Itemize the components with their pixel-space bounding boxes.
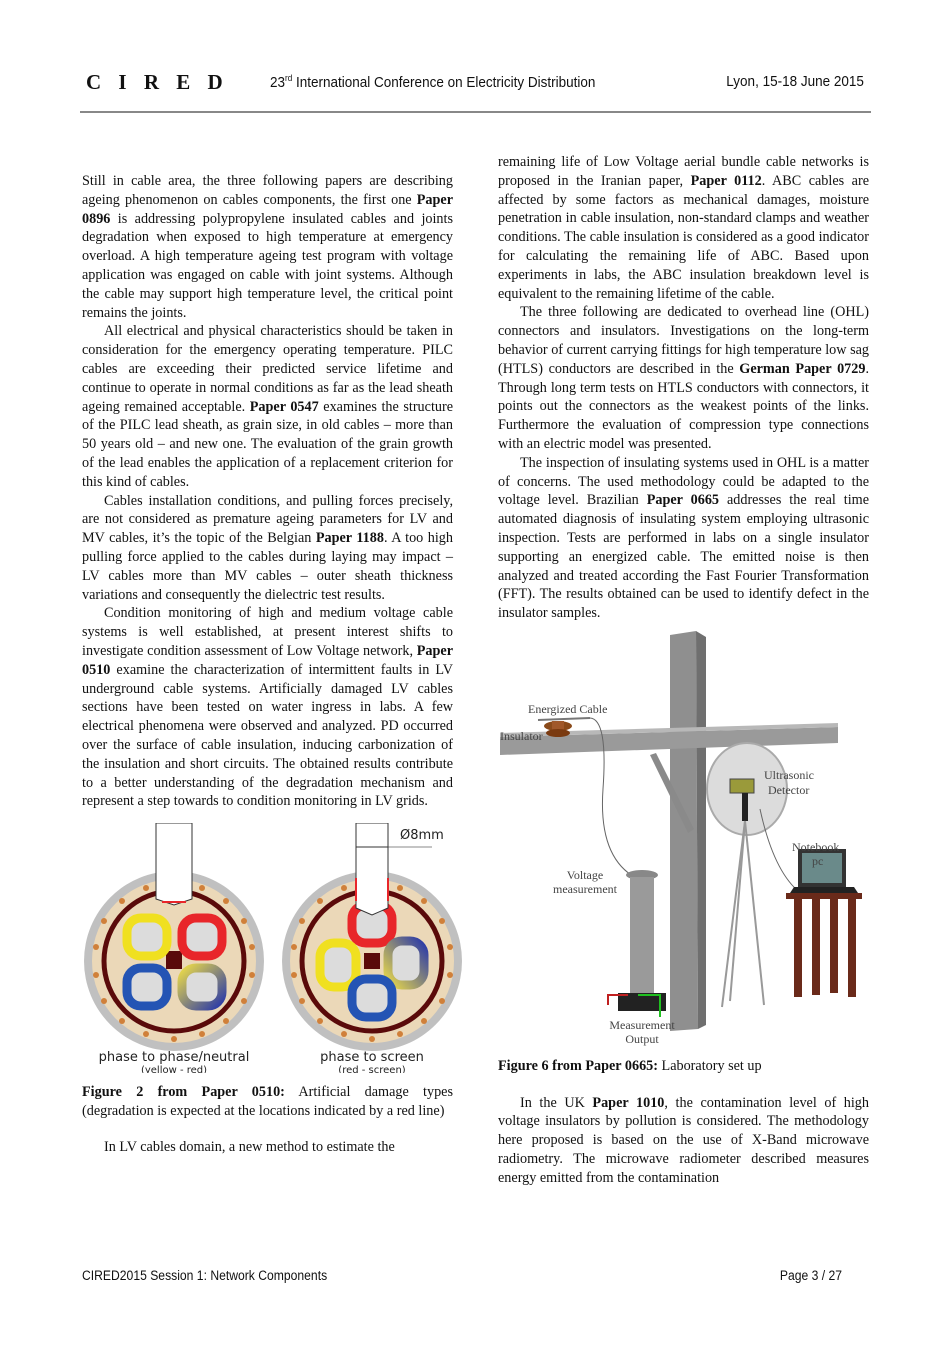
paragraph-paper-0665: The inspection of insulating systems used in OHL is a matter of concerns. The used methodology could be adapted to the voltage level. Brazilian Paper 0665 addresses the real time automated diagnosis of insulating system employing ultrasonic inspection. Tests are performed in labs on a single insulator supporting an energized cable. The emitted noise is then analyzed and treated according the Fast Fourier Transformation (FFT). The results obtained can be used to identify defect in the insulator samples. (498, 454, 869, 622)
paper-ref: German Paper 0729 (739, 360, 866, 377)
left-column (82, 172, 453, 1157)
label-voltage-line1: Voltage (566, 867, 604, 882)
left-diagram-title: phase to phase/neutral (98, 1050, 250, 1066)
phase-blue (127, 968, 167, 1006)
label-measurement-line2: Output (625, 1031, 659, 1046)
footer-session: CIRED2015 Session 1: Network Components (82, 1268, 328, 1283)
left-diagram-subtitle: (yellow - red) (140, 1065, 208, 1074)
paper-ref: Paper 0547 (249, 398, 319, 415)
paragraph-lv-cables: In LV cables domain, a new method to estimate the (104, 1139, 395, 1156)
paragraph-paper-0112: remaining life of Low Voltage aerial bundle cable networks is proposed in the Iranian paper, Paper 0112. ABC cables are affected by some factors as mechanical damages, moisture penetration in cable insulation, non-standard clamps and weather conditions. The cable insulation is considered as a good indicator for calculating the remaining life of ABC. Based upon experiments in labs, the ABC insulation breakdown level is equivalent to the remaining lifetime of the cable. (498, 154, 869, 302)
figure-6-lab-setup (498, 629, 869, 1055)
paragraph-paper-0510: Condition monitoring of high and medium voltage cable systems is well established, at present interest shifts to investigate condition assessment of Low Voltage network, Paper 0510 examine the characterization of intermittent faults in LV underground cable systems. Artificially damaged LV cables sections have been tested on water ingress in labs. A few electrical phenomena were observed and analyzed. PD occurred over the surface of cable insulation, inducing carbonization of the insulation and short circuits. The obtained results contribute to a better understanding of the degradation mechanism and represent a step towards to condition monitoring in LV grids. (82, 605, 453, 810)
paper-ref: Paper 0896 (82, 191, 453, 227)
conference-title: 23rd International Conference on Electricity Distribution (270, 73, 596, 91)
paper-ref: Paper 0665 (646, 492, 720, 509)
paper-ref: Paper 0112 (690, 172, 762, 189)
right-diagram-subtitle: (red - screen) (338, 1065, 406, 1074)
phase-neutral (182, 968, 222, 1006)
cired-logo: C I R E D (86, 70, 229, 94)
paragraph-paper-1188: Cables installation conditions, and pulling forces precisely, are not considered as premature ageing parameters for LV and MV cables, it’s the topic of the Belgian Paper 1188. A too high pulling force applied to the cables during laying may impact – LV cables more than MV cables – outer sheath thickness variations and consequently the dielectric test results. (82, 492, 453, 603)
cable-right-phase-to-screen (282, 823, 462, 1051)
paragraph-paper-0729: The three following are dedicated to overhead line (OHL) connectors and insulators. Investigations on the long-term behavior of current carrying fittings for high temperature low sag (HTLS) conductors are described in the German Paper 0729. Through long term tests on HTLS conductors with connectors, it points out the connectors as the weakest points of the links. Furthermore the evaluation of compression type connections with an electric model was presented. (498, 304, 869, 452)
paragraph-paper-0547: All electrical and physical characteristics should be taken in consideration for the emergency operating temperature. PILC cables are exceeding their predicted service lifetime and continue to operate in normal conditions as far as the lead sheath ageing remained acceptable. Paper 0547 examines the structure of the PILC lead sheath, as grain size, in old cables – more than 50 years old – and new one. The evaluation of the grain growth of the lead enables the application of a replacement criterion for this kind of cables. (82, 323, 453, 490)
label-measurement-line1: Measurement (609, 1017, 675, 1032)
label-energized-cable: Energized Cable (528, 701, 608, 716)
phase-red (182, 918, 222, 956)
label-ultrasonic-line2: Detector (768, 782, 810, 797)
figure-6-caption: Figure 6 from Paper 0665: Laboratory set up (498, 1057, 762, 1074)
right-diagram-title: phase to screen (320, 1050, 424, 1066)
paragraph-paper-0896: Still in cable area, the three following papers are describing ageing phenomenon on cables components, the first one Paper 0896 is addressing polypropylene insulated cables and joints degradation when exposed to high temperature at emergency overload. A high temperature ageing test program with voltage application was engaged on cable with joint systems. Although the cable may support high temperature level, the critical point remains the joints. (82, 173, 453, 321)
location-date: Lyon, 15-18 June 2015 (726, 73, 864, 90)
cable-left-phase-to-phase (84, 823, 264, 1051)
label-ultrasonic-line1: Ultrasonic (764, 767, 814, 782)
paper-ref: Paper 1188 (315, 530, 384, 547)
label-notebook-line2: pc (812, 853, 824, 868)
drill-hole (156, 823, 192, 905)
right-column (498, 153, 869, 1188)
label-voltage-line2: measurement (553, 881, 617, 896)
label-insulator: Insulator (500, 728, 543, 743)
insulator (544, 721, 572, 737)
paper-ref: Paper 0510 (82, 642, 453, 678)
notebook-pc (786, 849, 862, 997)
figure-2-caption: Figure 2 from Paper 0510: Artificial damage types (degradation is expected at the locations indicated by a red line) (82, 1083, 453, 1119)
paragraph-paper-1010: In the UK Paper 1010, the contamination level of high voltage insulators by pollution is considered. The methodology here proposed is based on the use of X-Band microwave radiometry. The microwave radiometer described measures energy emitted from the contamination (498, 1094, 869, 1186)
laboratory-setup-diagram (498, 629, 873, 1049)
page-header (86, 70, 864, 100)
energized-cable (538, 718, 590, 720)
cable-cross-section-diagram (82, 823, 462, 1073)
page-number: Page 3 / 27 (779, 1268, 842, 1283)
paper-ref: Paper 1010 (592, 1094, 665, 1111)
figure-2-cable-damage (82, 823, 453, 1079)
phase-yellow (127, 918, 167, 956)
dimension-label: Ø8mm (400, 828, 444, 844)
header-divider (80, 111, 871, 113)
label-notebook-line1: Notebook (792, 839, 840, 854)
